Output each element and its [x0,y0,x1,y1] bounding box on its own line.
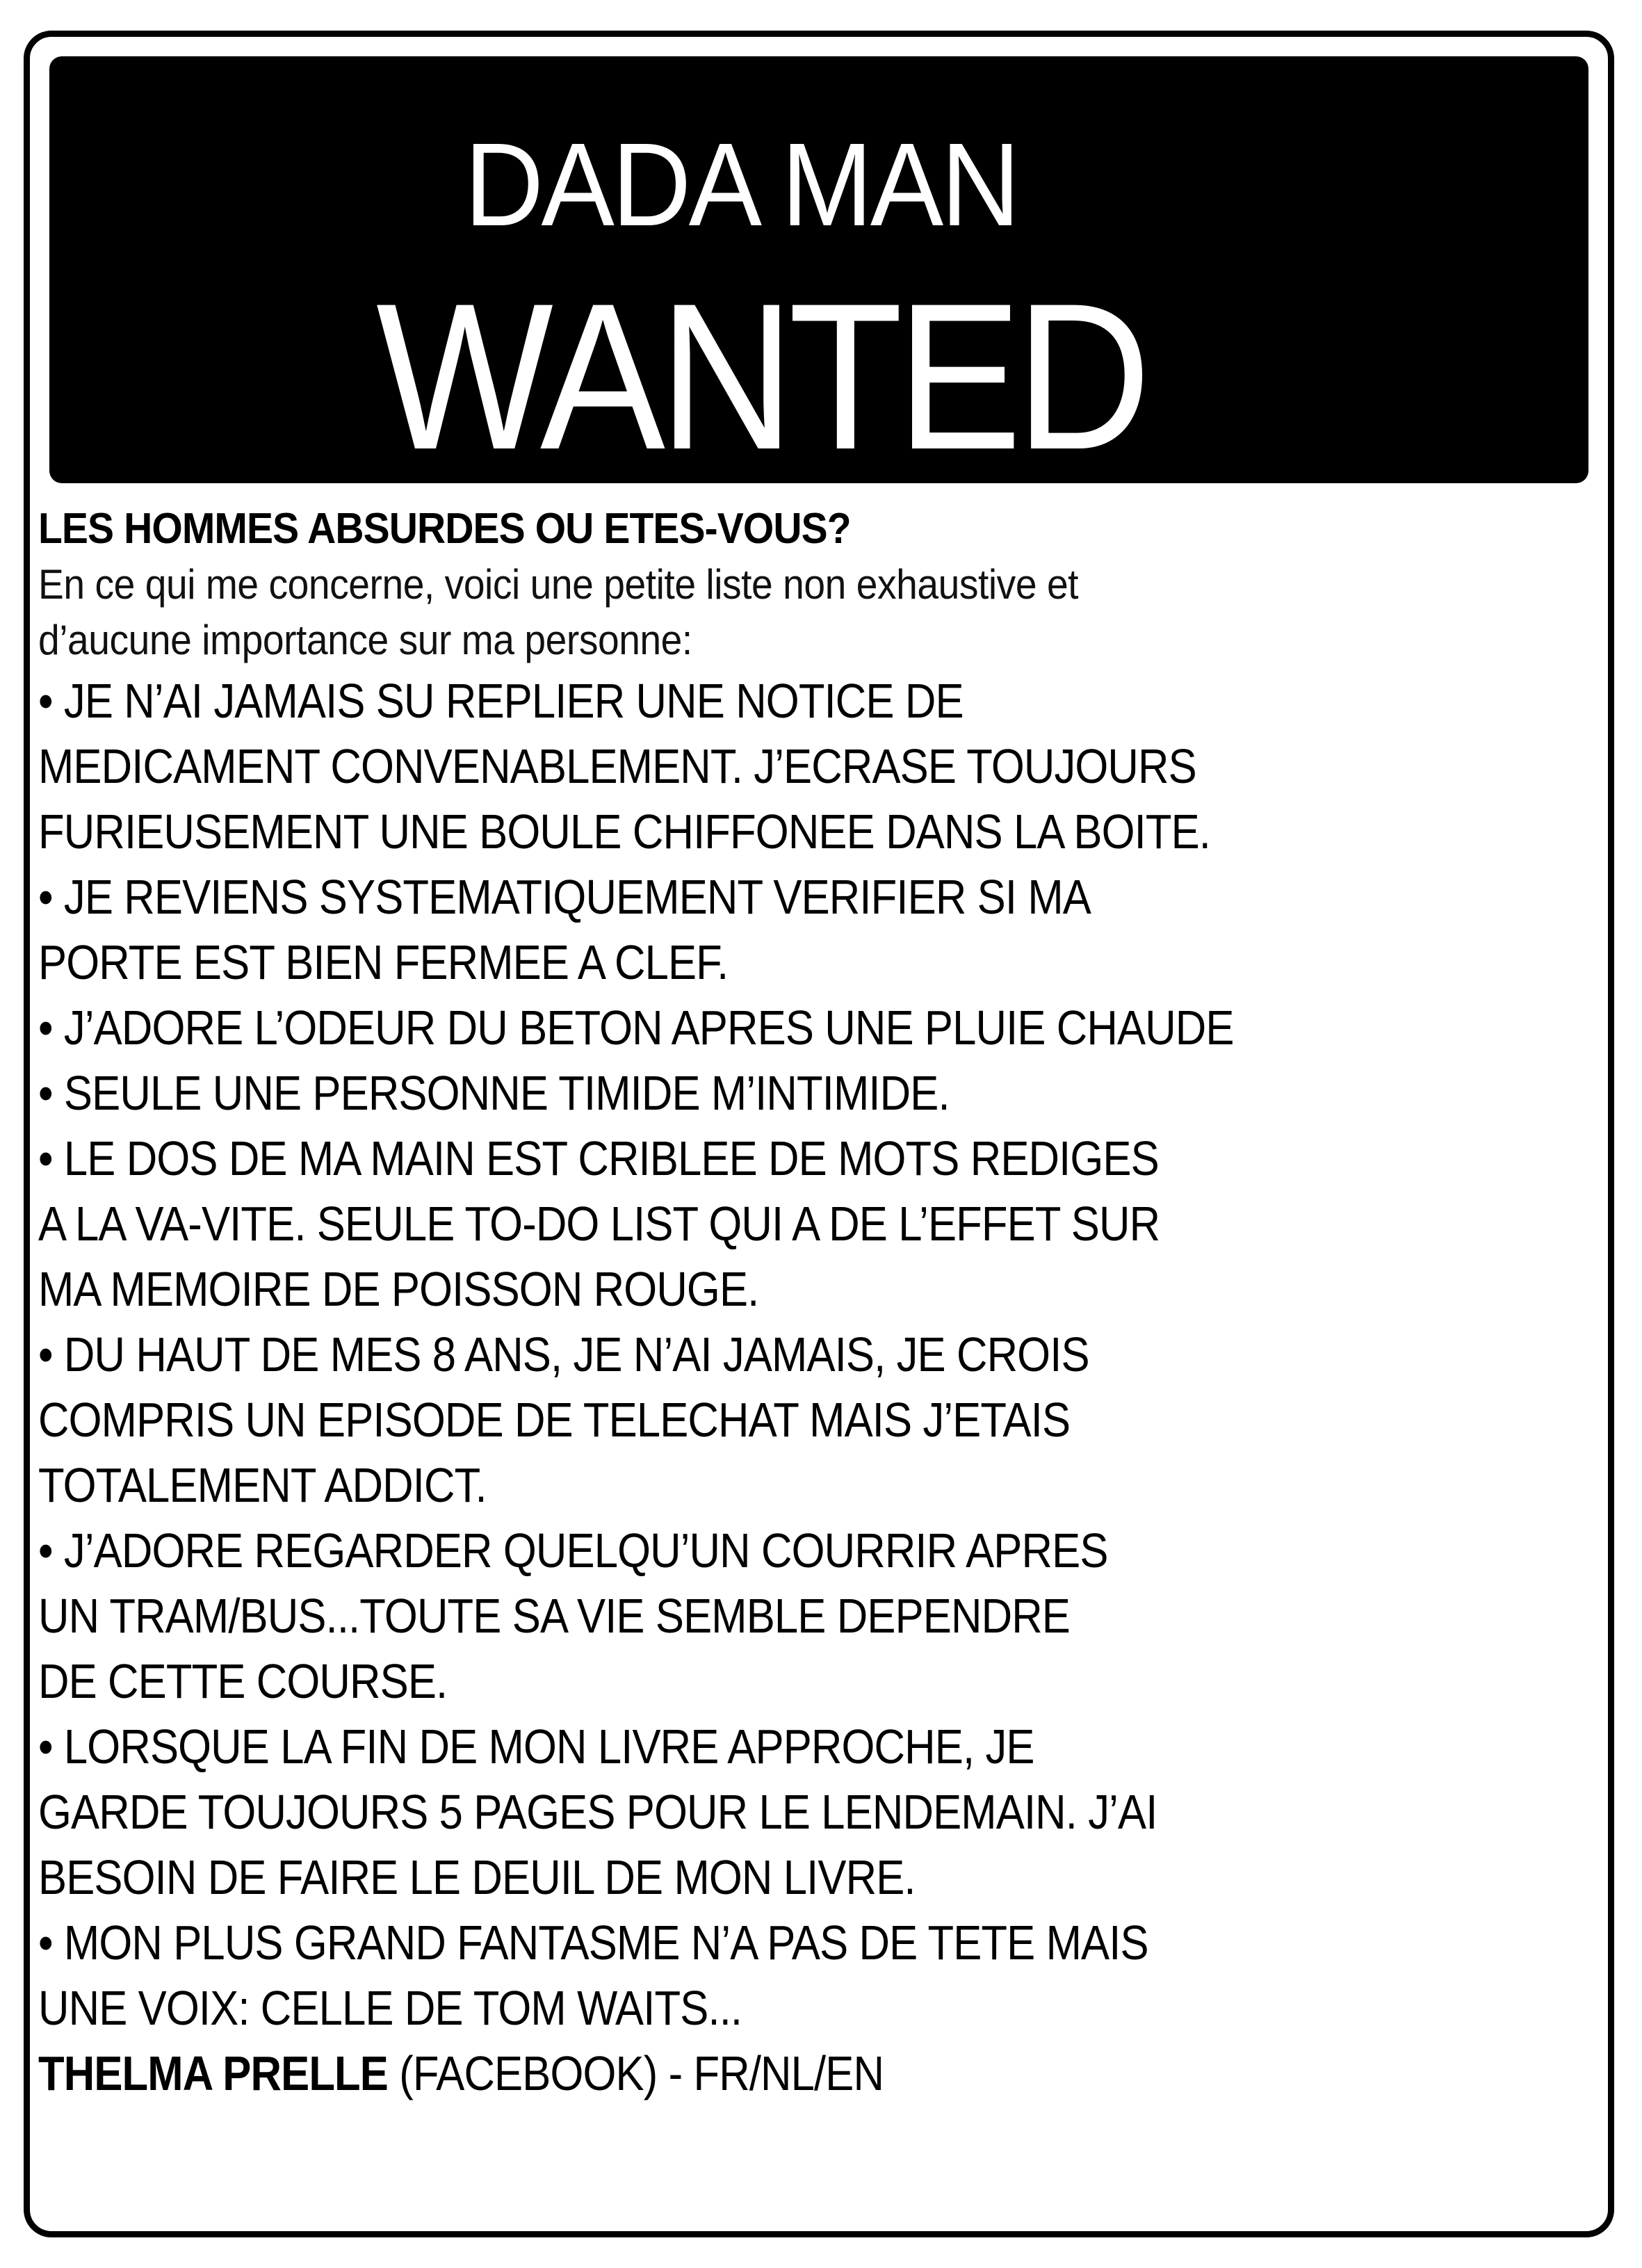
banner-title-wanted: WANTED [376,259,1145,493]
list-line: DE CETTE COURSE. [38,1654,448,1708]
list-line: • SEULE UNE PERSONNE TIMIDE M’INTIMIDE. [38,1066,950,1120]
list-line: COMPRIS UN EPISODE DE TELECHAT MAIS J’ETAIS [38,1393,1071,1447]
poster-body [38,501,1609,2106]
list-line: UN TRAM/BUS...TOUTE SA VIE SEMBLE DEPENDRE [38,1589,1071,1643]
poster-frame [24,31,1614,2237]
author-name: THELMA PRELLE [38,2046,389,2100]
list-line: • DU HAUT DE MES 8 ANS, JE N’AI JAMAIS, JE CROIS [38,1327,1089,1382]
list-line: MA MEMOIRE DE POISSON ROUGE. [38,1262,759,1316]
list-line: • MON PLUS GRAND FANTASME N’A PAS DE TETE MAIS [38,1915,1148,1970]
intro-line: En ce qui me concerne, voici une petite liste non exhaustive et [38,561,1079,608]
list-line: • JE N’AI JAMAIS SU REPLIER UNE NOTICE DE [38,674,964,728]
list-line: • J’ADORE REGARDER QUELQU’UN COURRIR APRES [38,1523,1108,1578]
banner-title-dada-man: DADA MAN [464,119,1018,251]
list-line: GARDE TOUJOURS 5 PAGES POUR LE LENDEMAIN. J’AI [38,1785,1157,1839]
list-line: BESOIN DE FAIRE LE DEUIL DE MON LIVRE. [38,1850,916,1904]
list-line: • JE REVIENS SYSTEMATIQUEMENT VERIFIER SI MA [38,870,1091,924]
footer-credit [38,2041,1421,2106]
list-line: FURIEUSEMENT UNE BOULE CHIFFONEE DANS LA BOITE. [38,804,1211,859]
list-line: A LA VA-VITE. SEULE TO-DO LIST QUI A DE L’EFFET SUR [38,1197,1160,1251]
list-line: TOTALEMENT ADDICT. [38,1458,487,1512]
heading: LES HOMMES ABSURDES OU ETES-VOUS? [38,505,851,553]
list-line: • LE DOS DE MA MAIN EST CRIBLEE DE MOTS REDIGES [38,1131,1159,1185]
list-line: PORTE EST BIEN FERMEE A CLEF. [38,935,729,989]
list-line: • LORSQUE LA FIN DE MON LIVRE APPROCHE, JE [38,1719,1034,1774]
list-line: • J’ADORE L’ODEUR DU BETON APRES UNE PLUIE CHAUDE [38,1001,1234,1055]
list-line: MEDICAMENT CONVENABLEMENT. J’ECRASE TOUJOURS [38,739,1196,793]
intro-line: d’aucune importance sur ma personne: [38,617,692,663]
wanted-banner [49,56,1588,493]
author-links: (FACEBOOK) - FR/NL/EN [388,2046,884,2100]
list-line: UNE VOIX: CELLE DE TOM WAITS... [38,1981,742,2035]
